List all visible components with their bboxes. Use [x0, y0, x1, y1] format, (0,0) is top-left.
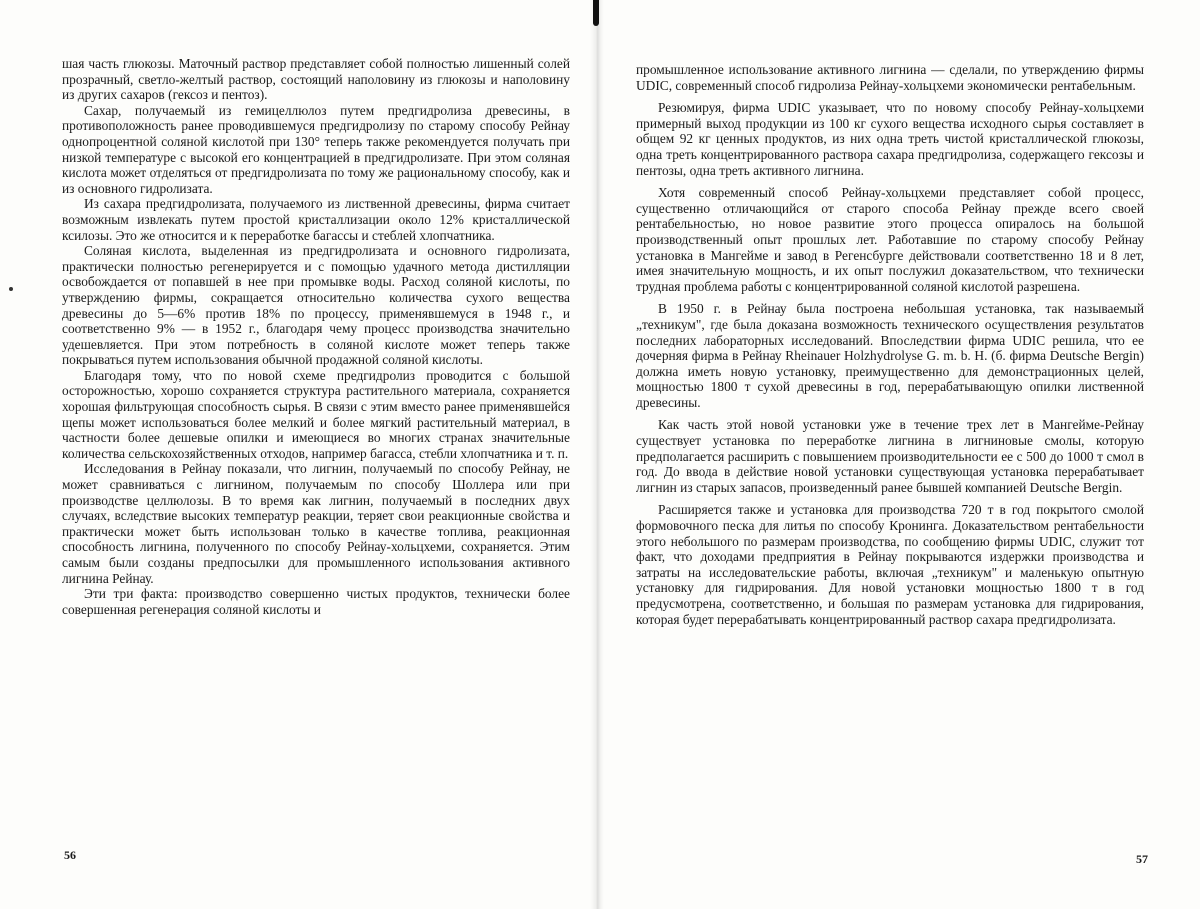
paragraph: Благодаря тому, что по новой схеме предгидролиз проводится с большой осторожностью, хорошо сохраняется структура растительного материала, сохраняется хорошая фильтрующая способность сырья. В связи с этим вместо ранее применявшейся щепы может использоваться более мелкий и более мягкий растительный материал, в частности более дешевые опилки и имеющиеся во многих странах значительные количества сельскохозяйственных отходов, например багасса, стебли хлопчатника и т. п. — [62, 367, 570, 461]
binding-mark — [593, 0, 599, 26]
paragraph: Соляная кислота, выделенная из предгидролизата и основного гидролизата, практически полностью регенерируется и с помощью удачного метода дистилляции освобождается от попавшей в нее при промывке воды. Расход соляной кислоты, по утверждению фирмы, сокращается относительно количества сухого вещества древесины до 5—6% против 18% по процессу, применявшемуся в 1948 г., и соответственно 9% — в 1952 г., благодаря чему процесс производства значительно удешевляется. При этом потребность в соляной кислоте может теперь также покрываться путем использования обычной продажной соляной кислоты. — [62, 243, 570, 368]
paragraph: Сахар, получаемый из гемицеллюлоз путем предгидролиза древесины, в противоположность ранее проводившемуся предгидролизу по старому способу Рейнау однопроцентной соляной кислотой при 130° теперь также рекомендуется получать при низкой температуре с высокой его концентрацией в предгидролизате. При этом соляная кислота может отделяться от предгидролизата по тому же рациональному способу, как и из основного гидролизата. — [62, 102, 570, 196]
paragraph: промышленное использование активного лигнина — сделали, по утверждению фирмы UDIC, современный способ гидролиза Рейнау-хольцхеми экономически рентабельным. — [636, 62, 1144, 93]
page-number-left: 56 — [64, 848, 76, 862]
left-page-text — [62, 56, 570, 617]
margin-speck — [9, 287, 13, 291]
right-page-text — [636, 62, 1144, 627]
paragraph: Из сахара предгидролизата, получаемого из лиственной древесины, фирма считает возможным извлекать путем простой кристаллизации около 12% кристаллической ксилозы. Это же относится и к переработке багассы и стеблей хлопчатника. — [62, 196, 570, 243]
paragraph: Как часть этой новой установки уже в течение трех лет в Мангейме-Рейнау существует установка по переработке лигнина в лигниновые смолы, которую предполагается расширить с повышением производительности ее с 500 до 1000 т смол в год. До ввода в действие новой установки существующая установка перерабатывает лигнин из старых запасов, произведенный ранее бывшей компанией Deutsche Bergin. — [636, 417, 1144, 495]
paragraph: Резюмируя, фирма UDIC указывает, что по новому способу Рейнау-хольцхеми примерный выход продукции из 100 кг сухого вещества исходного сырья составляет в общем 92 кг ценных продуктов, из них одна треть чистой кристаллической глюкозы, одна треть концентрированного раствора сахара предгидролиза, содержащего гексозы и пентозы, одна треть активного лигнина. — [636, 100, 1144, 178]
paragraph: шая часть глюкозы. Маточный раствор представляет собой полностью лишенный солей прозрачный, светло-желтый раствор, состоящий наполовину из глюкозы и наполовину из других сахаров (гексоз и пентоз). — [62, 56, 570, 103]
paragraph: Исследования в Рейнау показали, что лигнин, получаемый по способу Рейнау, не может сравниваться с лигнином, получаемым по способу Шоллера или при производстве целлюлозы. В то время как лигнин, получаемый в последних двух случаях, вследствие высоких температур реакции, теряет свои реакционные свойства и практически может быть использован только в качестве топлива, реакционная способность лигнина, полученного по способу Рейнау-хольцхеми, сохраняется. Этим самым были созданы предпосылки для промышленного использования активного лигнина Рейнау. — [62, 461, 570, 586]
book-gutter — [590, 0, 604, 909]
paragraph: Хотя современный способ Рейнау-хольцхеми представляет собой процесс, существенно отличающийся от старого способа Рейнау прежде всего своей рентабельностью, но новое развитие этого процесса опиралось на большой производственный опыт прошлых лет. Работавшие по старому способу Рейнау установка в Мангейме и завод в Регенсбурге действовали соответственно 18 и 8 лет, имея значительную мощность, и их опыт послужил доказательством, что технически трудная проблема работы с концентрированной соляной кислотой разрешена. — [636, 185, 1144, 294]
page-number-right: 57 — [1136, 852, 1148, 866]
paragraph: В 1950 г. в Рейнау была построена небольшая установка, так называемый „техникум", где была доказана возможность технического осуществления результатов последних лабораторных исследований. Впоследствии фирма UDIC решила, что ее дочерняя фирма в Рейнау Rheinauer Holzhydrolyse G. m. b. H. (б. фирма Deutsche Bergin) должна иметь новую установку, преимущественно для демонстрационных целей, мощностью 1800 т сухой древесины в год, перерабатывающую опилки лиственной древесины. — [636, 301, 1144, 410]
paragraph: Эти три факта: производство совершенно чистых продуктов, технически более совершенная регенерация соляной кислоты и — [62, 586, 570, 617]
paragraph: Расширяется также и установка для производства 720 т в год покрытого смолой формовочного песка для литья по способу Кронинга. Доказательством рентабельности этого небольшого по размерам производства, по сообщению фирмы UDIC, служит тот факт, что доходами предприятия в Рейнау покрываются издержки производства и затраты на исследовательские работы, включая „техникум" и маленькую опытную установку для гидрирования. Для новой установки мощностью 1800 т в год предусмотрена, соответственно, и большая по размерам установка для гидрирования, которая будет перерабатывать концентрированный раствор сахара предгидролизата. — [636, 502, 1144, 627]
